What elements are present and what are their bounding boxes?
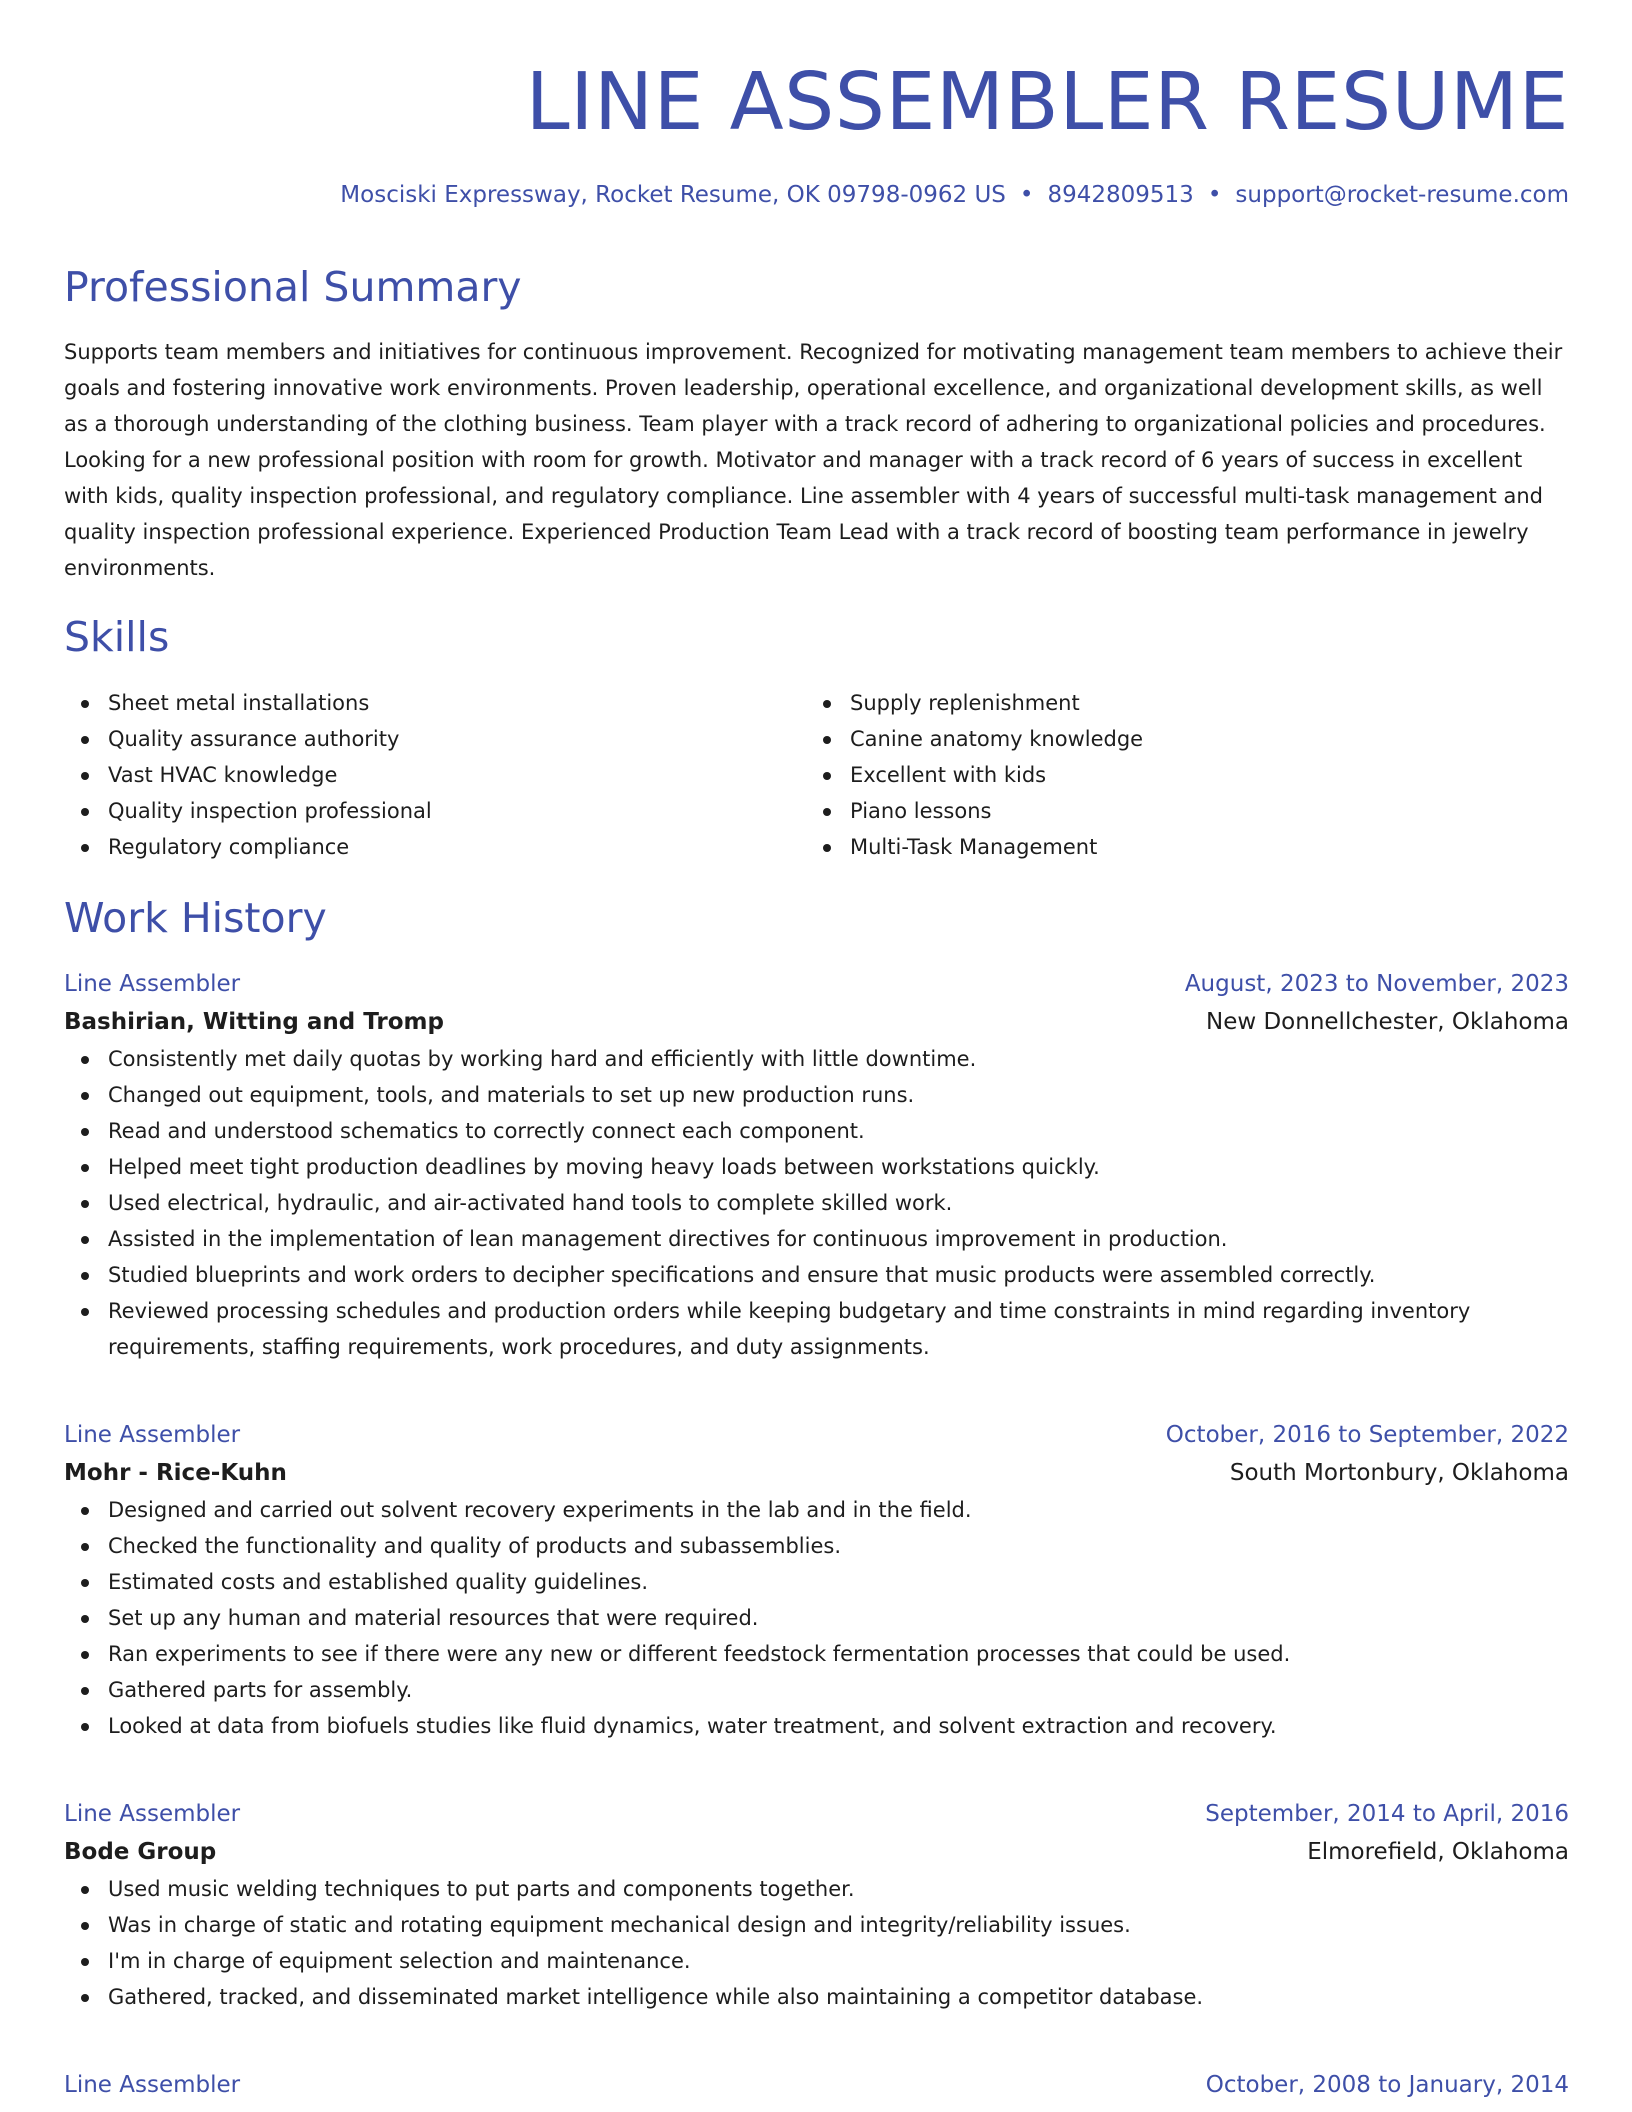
list-item: Ran experiments to see if there were any new or different feedstock fermentation processes that could be used. <box>64 1636 1569 1672</box>
job-bullets <box>64 1871 1569 2015</box>
contact-phone: 8942809513 <box>1047 182 1194 208</box>
contact-separator: • <box>1019 182 1034 208</box>
contact-email[interactable]: support@rocket-resume.com <box>1235 182 1569 208</box>
job-location: Elmorefield, Oklahoma <box>1307 1839 1569 1865</box>
job-entry <box>64 965 1569 1365</box>
job-location: New Donnellchester, Oklahoma <box>1205 1009 1569 1035</box>
section-title-summary: Professional Summary <box>64 263 522 311</box>
list-item: Used music welding techniques to put parts and components together. <box>64 1871 1569 1907</box>
list-item: Excellent with kids <box>806 757 1548 793</box>
summary-text: Supports team members and initiatives for continuous improvement. Recognized for motivating management team members to achieve their goals and fostering innovative work environments. Proven leadership, operational excellence, and organizational development skills, as well as a thorough understanding of the clothing business. Team player with a track record of adhering to organizational policies and procedures. Looking for a new professional position with room for growth. Motivator and manager with a track record of 6 years of success in excellent with kids, quality inspection professional, and regulatory compliance. Line assembler with 4 years of successful multi-task management and quality inspection professional experience. Experienced Production Team Lead with a track record of boosting team performance in jewelry environments. <box>64 340 1563 580</box>
job-header-row <box>64 1795 1569 1833</box>
list-item: Gathered parts for assembly. <box>64 1672 1569 1708</box>
contact-address: Mosciski Expressway, Rocket Resume, OK 09798-0962 US <box>340 182 1006 208</box>
list-item: Checked the functionality and quality of products and subassemblies. <box>64 1528 1569 1564</box>
job-bullets <box>64 1492 1569 1744</box>
list-item: Assisted in the implementation of lean management directives for continuous improvement in production. <box>64 1221 1569 1257</box>
list-item: Multi-Task Management <box>806 829 1548 865</box>
skills-column-left <box>64 685 806 865</box>
job-company: Bode Group <box>64 1839 217 1865</box>
list-item: Regulatory compliance <box>64 829 806 865</box>
list-item: Helped meet tight production deadlines by moving heavy loads between workstations quickly. <box>64 1149 1569 1185</box>
job-title: Line Assembler <box>64 971 241 997</box>
job-header-row <box>64 1416 1569 1454</box>
list-item: I'm in charge of equipment selection and maintenance. <box>64 1943 1569 1979</box>
list-item: Consistently met daily quotas by working hard and efficiently with little downtime. <box>64 1041 1569 1077</box>
list-item: Set up any human and material resources that were required. <box>64 1600 1569 1636</box>
list-item: Estimated costs and established quality guidelines. <box>64 1564 1569 1600</box>
job-company-row <box>64 1833 1569 1871</box>
job-title: Line Assembler <box>64 1801 241 1827</box>
job-company: Bashirian, Witting and Tromp <box>64 1009 444 1035</box>
list-item: Studied blueprints and work orders to decipher specifications and ensure that music products were assembled correctly. <box>64 1257 1569 1293</box>
list-item: Reviewed processing schedules and production orders while keeping budgetary and time constraints in mind regarding inventory requirements, staffing requirements, work procedures, and duty assignments. <box>64 1293 1569 1365</box>
job-entry <box>64 1795 1569 2015</box>
contact-separator: • <box>1207 182 1222 208</box>
resume-title: LINE ASSEMBLER RESUME <box>525 56 1569 148</box>
list-item: Gathered, tracked, and disseminated market intelligence while also maintaining a competitor database. <box>64 1979 1569 2015</box>
skills-list <box>64 685 1569 865</box>
job-entry <box>64 1416 1569 1744</box>
list-item: Supply replenishment <box>806 685 1548 721</box>
job-title: Line Assembler <box>64 2072 241 2098</box>
list-item: Quality assurance authority <box>64 721 806 757</box>
list-item: Canine anatomy knowledge <box>806 721 1548 757</box>
job-header-row <box>64 2066 1569 2104</box>
job-bullets <box>64 1041 1569 1365</box>
list-item: Used electrical, hydraulic, and air-activated hand tools to complete skilled work. <box>64 1185 1569 1221</box>
section-title-work-history: Work History <box>64 894 327 942</box>
list-item: Changed out equipment, tools, and materials to set up new production runs. <box>64 1077 1569 1113</box>
skills-column-right <box>806 685 1548 865</box>
job-dates: September, 2014 to April, 2016 <box>1205 1801 1569 1827</box>
list-item: Sheet metal installations <box>64 685 806 721</box>
job-company: Mohr - Rice-Kuhn <box>64 1460 287 1486</box>
list-item: Quality inspection professional <box>64 793 806 829</box>
list-item: Piano lessons <box>806 793 1548 829</box>
section-title-skills: Skills <box>64 613 170 661</box>
list-item: Designed and carried out solvent recovery experiments in the lab and in the field. <box>64 1492 1569 1528</box>
list-item: Was in charge of static and rotating equipment mechanical design and integrity/reliability issues. <box>64 1907 1569 1943</box>
job-header-row <box>64 965 1569 1003</box>
list-item: Vast HVAC knowledge <box>64 757 806 793</box>
job-company-row <box>64 1003 1569 1041</box>
job-dates: August, 2023 to November, 2023 <box>1184 971 1569 997</box>
list-item: Looked at data from biofuels studies like fluid dynamics, water treatment, and solvent extraction and recovery. <box>64 1708 1569 1744</box>
job-title: Line Assembler <box>64 1422 241 1448</box>
job-company-row <box>64 1454 1569 1492</box>
job-entry <box>64 2066 1569 2104</box>
job-dates: October, 2008 to January, 2014 <box>1205 2072 1569 2098</box>
list-item: Read and understood schematics to correctly connect each component. <box>64 1113 1569 1149</box>
job-dates: October, 2016 to September, 2022 <box>1165 1422 1569 1448</box>
contact-line <box>340 179 1569 211</box>
job-location: South Mortonbury, Oklahoma <box>1229 1460 1569 1486</box>
